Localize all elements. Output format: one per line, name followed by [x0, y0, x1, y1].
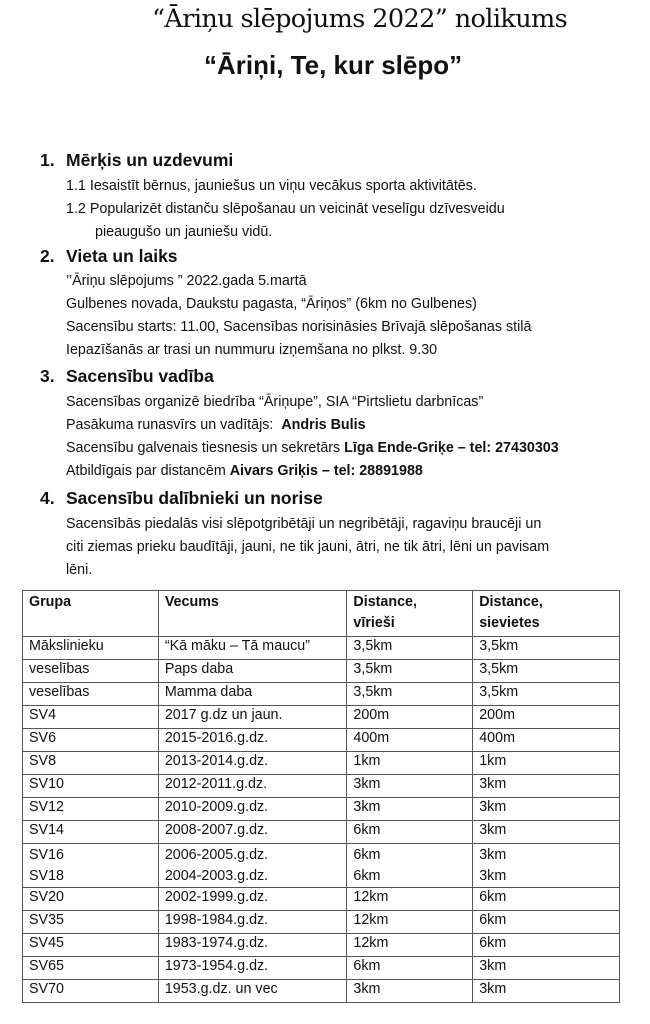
cell-group: SV4: [23, 706, 159, 729]
section-number: 4.: [40, 488, 55, 508]
section-1-line-1: 1.1 Iesaistīt bērnus, jauniešus un viņu vecākus sporta aktivitātēs.: [66, 178, 477, 194]
cell-group: SV20: [23, 888, 159, 911]
section-4-line-1: Sacensībās piedalās visi slēpotgribētāji un negribētāji, ragaviņu braucēji un: [66, 516, 542, 532]
cell-distance-men: 12km: [347, 911, 473, 934]
cell-age: 1953.g.dz. un vec: [158, 980, 347, 1003]
distance-responsible-line: [66, 463, 423, 479]
organizer-line: [66, 417, 366, 433]
cell-distance-women: 1km: [473, 752, 620, 775]
section-number: 1.: [40, 150, 55, 170]
cell-distance-women: 3km: [473, 775, 620, 798]
table-row: [23, 821, 620, 844]
judge-name: Līga Ende-Griķe – tel: 27430303: [344, 440, 559, 456]
cell-distance-men: 3km: [347, 798, 473, 821]
cell-distance-men: 200m: [347, 706, 473, 729]
section-heading-2: [40, 246, 178, 267]
section-title: Mērķis un uzdevumi: [66, 150, 234, 170]
cell-group: Mākslinieku: [23, 637, 159, 660]
section-3-line-1: Sacensības organizē biedrība “Āriņupe”, SIA “Pirtslietu darbnīcas”: [66, 394, 484, 410]
cell-group: SV70: [23, 980, 159, 1003]
table-row: [23, 798, 620, 821]
table-row: [23, 775, 620, 798]
cell-group: SV45: [23, 934, 159, 957]
cell-age: 2010-2009.g.dz.: [158, 798, 347, 821]
cell-age: Paps daba: [158, 660, 347, 683]
cell-distance-women: 3km: [473, 957, 620, 980]
cell-distance-men: 1km: [347, 752, 473, 775]
header-distance-men: Distance, vīrieši: [347, 591, 473, 637]
section-4-line-3: lēni.: [66, 562, 93, 578]
cell-age: 2008-2007.g.dz.: [158, 821, 347, 844]
cell-distance-women: 3,5km: [473, 683, 620, 706]
cell-group: veselības: [23, 683, 159, 706]
cell-distance-men: 12km: [347, 934, 473, 957]
table-row: [23, 660, 620, 683]
cell-group: SV16 SV18: [23, 844, 159, 888]
cell-distance-women: 3km: [473, 980, 620, 1003]
cell-group: SV35: [23, 911, 159, 934]
section-1-line-3: pieaugušo un jauniešu vidū.: [95, 224, 273, 240]
section-1-line-2: 1.2 Popularizēt distanču slēpošanau un veicināt veselīgu dzīvesveidu: [66, 201, 505, 217]
cell-distance-women: 3,5km: [473, 637, 620, 660]
table-row-merged: [23, 844, 620, 888]
cell-group: SV10: [23, 775, 159, 798]
table-row: [23, 911, 620, 934]
cell-group: SV8: [23, 752, 159, 775]
table-row: [23, 752, 620, 775]
cell-distance-women: 3km 3km: [473, 844, 620, 888]
age-group-distance-table: [22, 590, 620, 1003]
cell-age: Mamma daba: [158, 683, 347, 706]
table-row: [23, 888, 620, 911]
cell-distance-women: 6km: [473, 888, 620, 911]
cell-age: 2013-2014.g.dz.: [158, 752, 347, 775]
cell-group: SV12: [23, 798, 159, 821]
distance-responsible-name: Aivars Griķis – tel: 28891988: [229, 463, 423, 479]
cell-distance-men: 3,5km: [347, 637, 473, 660]
cell-age: 1998-1984.g.dz.: [158, 911, 347, 934]
cell-distance-men: 6km: [347, 821, 473, 844]
table-row: [23, 729, 620, 752]
cell-group: SV65: [23, 957, 159, 980]
cell-age: 1973-1954.g.dz.: [158, 957, 347, 980]
document-title: “Āriņu slēpojums 2022” nolikums: [152, 4, 568, 34]
table-row: [23, 683, 620, 706]
cell-distance-men: 3,5km: [347, 660, 473, 683]
cell-distance-men: 3,5km: [347, 683, 473, 706]
cell-distance-women: 400m: [473, 729, 620, 752]
cell-age: 1983-1974.g.dz.: [158, 934, 347, 957]
section-2-line-1: ’’Āriņu slēpojums ” 2022.gada 5.martā: [66, 273, 307, 289]
section-4-line-2: citi ziemas prieku baudītāji, jauni, ne tik jauni, ātri, ne tik ātri, lēni un pavisam: [66, 539, 550, 555]
table-header-row: [23, 591, 620, 637]
cell-distance-men: 6km 6km: [347, 844, 473, 888]
section-title: Sacensību vadība: [66, 366, 214, 386]
cell-group: SV6: [23, 729, 159, 752]
section-2-line-4: Iepazīšanās ar trasi un nummuru izņemšana no plkst. 9.30: [66, 342, 438, 358]
cell-distance-women: 200m: [473, 706, 620, 729]
cell-age: 2002-1999.g.dz.: [158, 888, 347, 911]
cell-age: 2006-2005.g.dz. 2004-2003.g.dz.: [158, 844, 347, 888]
cell-distance-men: 3km: [347, 980, 473, 1003]
distance-responsible-label: Atbildīgais par distancēm: [66, 463, 230, 479]
cell-group: veselības: [23, 660, 159, 683]
section-heading-1: [40, 150, 233, 171]
table-row: [23, 934, 620, 957]
table-row: [23, 637, 620, 660]
cell-distance-men: 6km: [347, 957, 473, 980]
table-row: [23, 706, 620, 729]
header-group: Grupa: [23, 591, 159, 637]
cell-distance-men: 12km: [347, 888, 473, 911]
header-age: Vecums: [158, 591, 347, 637]
header-distance-women: Distance, sievietes: [473, 591, 620, 637]
cell-distance-women: 3km: [473, 821, 620, 844]
cell-age: “Kā māku – Tā maucu”: [158, 637, 347, 660]
cell-distance-women: 6km: [473, 934, 620, 957]
section-number: 2.: [40, 246, 55, 266]
cell-distance-women: 3km: [473, 798, 620, 821]
cell-distance-women: 6km: [473, 911, 620, 934]
cell-distance-men: 400m: [347, 729, 473, 752]
section-number: 3.: [40, 366, 55, 386]
section-heading-3: [40, 366, 214, 387]
table-row: [23, 957, 620, 980]
section-title: Sacensību dalībnieki un norise: [66, 488, 323, 508]
organizer-label: Pasākuma runasvīrs un vadītājs:: [66, 417, 278, 433]
judge-line: [66, 440, 559, 456]
cell-age: 2012-2011.g.dz.: [158, 775, 347, 798]
judge-label: Sacensību galvenais tiesnesis un sekretārs: [66, 440, 345, 456]
section-heading-4: [40, 488, 323, 509]
table-row: [23, 980, 620, 1003]
document-subtitle: “Āriņi, Te, kur slēpo”: [204, 50, 463, 80]
cell-distance-men: 3km: [347, 775, 473, 798]
section-2-line-3: Sacensību starts: 11.00, Sacensības norisināsies Brīvajā slēpošanas stilā: [66, 319, 532, 335]
section-2-line-2: Gulbenes novada, Daukstu pagasta, “Āriņos” (6km no Gulbenes): [66, 296, 477, 312]
cell-group: SV14: [23, 821, 159, 844]
section-title: Vieta un laiks: [66, 246, 178, 266]
organizer-name: Andris Bulis: [281, 417, 366, 433]
cell-age: 2017 g.dz un jaun.: [158, 706, 347, 729]
cell-distance-women: 3,5km: [473, 660, 620, 683]
cell-age: 2015-2016.g.dz.: [158, 729, 347, 752]
